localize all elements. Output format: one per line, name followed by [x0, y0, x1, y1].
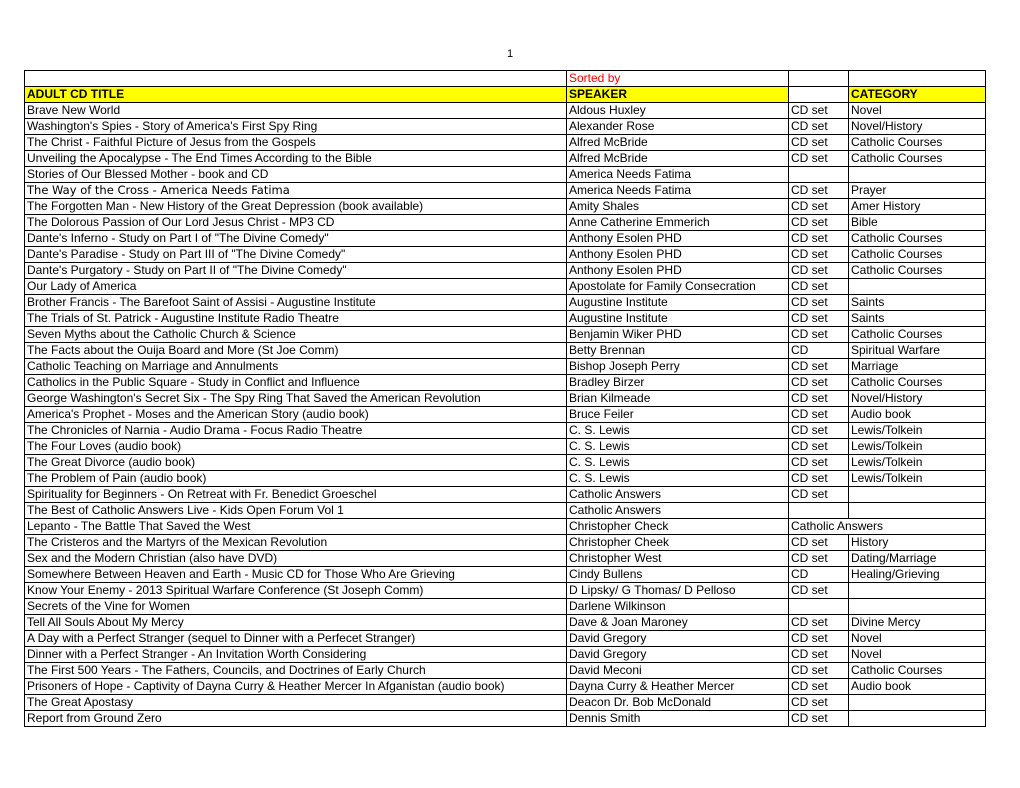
format-cell: CD set — [789, 615, 849, 631]
blank-cell — [25, 71, 567, 87]
cd-title-cell: Seven Myths about the Catholic Church & Science — [25, 327, 567, 343]
format-cell — [789, 167, 849, 183]
speaker-cell: Apostolate for Family Consecration — [567, 279, 789, 295]
table-row — [25, 215, 986, 231]
category-cell — [849, 167, 986, 183]
cd-title-cell: George Washington's Secret Six - The Spy Ring That Saved the American Revolution — [25, 391, 567, 407]
cd-title-cell: The Four Loves (audio book) — [25, 439, 567, 455]
table-row — [25, 711, 986, 727]
format-cell: CD set — [789, 423, 849, 439]
table-row — [25, 231, 986, 247]
format-cell: CD set — [789, 391, 849, 407]
cd-title-cell: The Chronicles of Narnia - Audio Drama - Focus Radio Theatre — [25, 423, 567, 439]
format-cell: CD set — [789, 199, 849, 215]
speaker-cell: Christopher Cheek — [567, 535, 789, 551]
category-cell: Catholic Courses — [849, 663, 986, 679]
table-row — [25, 343, 986, 359]
cd-title-cell: The Cristeros and the Martyrs of the Mexican Revolution — [25, 535, 567, 551]
speaker-cell: Augustine Institute — [567, 295, 789, 311]
cd-title-cell: The Christ - Faithful Picture of Jesus from the Gospels — [25, 135, 567, 151]
speaker-cell: C. S. Lewis — [567, 471, 789, 487]
table-row — [25, 423, 986, 439]
category-cell: Dating/Marriage — [849, 551, 986, 567]
speaker-cell: Augustine Institute — [567, 311, 789, 327]
category-cell — [849, 487, 986, 503]
format-cell: CD set — [789, 455, 849, 471]
table-row — [25, 695, 986, 711]
speaker-cell: David Gregory — [567, 647, 789, 663]
sorted-by-row — [25, 71, 986, 87]
blank-cell — [789, 71, 849, 87]
format-cell: CD set — [789, 695, 849, 711]
format-cell: CD set — [789, 359, 849, 375]
format-cell: CD set — [789, 151, 849, 167]
table-row — [25, 295, 986, 311]
speaker-cell: Bruce Feiler — [567, 407, 789, 423]
table-row — [25, 391, 986, 407]
category-cell: Divine Mercy — [849, 615, 986, 631]
format-cell: CD set — [789, 711, 849, 727]
format-cell: CD set — [789, 375, 849, 391]
speaker-cell: Catholic Answers — [567, 503, 789, 519]
column-header-category: CATEGORY — [849, 87, 986, 103]
format-cell: CD set — [789, 663, 849, 679]
cd-title-cell: Lepanto - The Battle That Saved the West — [25, 519, 567, 535]
category-cell: Audio book — [849, 679, 986, 695]
category-cell: Amer History — [849, 199, 986, 215]
speaker-cell: Dennis Smith — [567, 711, 789, 727]
table-row — [25, 359, 986, 375]
category-cell: Catholic Courses — [849, 263, 986, 279]
category-cell: Bible — [849, 215, 986, 231]
format-cell: Catholic Answers — [789, 519, 849, 535]
table-row — [25, 583, 986, 599]
speaker-cell: Alfred McBride — [567, 135, 789, 151]
speaker-cell: C. S. Lewis — [567, 439, 789, 455]
cd-title-cell: Dante's Inferno - Study on Part I of "The Divine Comedy" — [25, 231, 567, 247]
cd-title-cell: Dante's Purgatory - Study on Part II of "The Divine Comedy" — [25, 263, 567, 279]
table-row — [25, 519, 986, 535]
category-cell: Saints — [849, 295, 986, 311]
format-cell: CD set — [789, 183, 849, 199]
format-cell: CD set — [789, 471, 849, 487]
format-cell: CD set — [789, 327, 849, 343]
table-row — [25, 567, 986, 583]
category-cell: Catholic Courses — [849, 135, 986, 151]
category-cell — [849, 599, 986, 615]
format-cell: CD set — [789, 631, 849, 647]
cd-title-cell: The Best of Catholic Answers Live - Kids Open Forum Vol 1 — [25, 503, 567, 519]
format-cell: CD set — [789, 119, 849, 135]
table-row — [25, 679, 986, 695]
cd-title-cell: Stories of Our Blessed Mother - book and CD — [25, 167, 567, 183]
format-cell: CD set — [789, 551, 849, 567]
category-cell: Catholic Courses — [849, 327, 986, 343]
cd-title-cell: Somewhere Between Heaven and Earth - Music CD for Those Who Are Grieving — [25, 567, 567, 583]
speaker-cell: Anthony Esolen PHD — [567, 247, 789, 263]
category-cell: Novel — [849, 103, 986, 119]
category-cell: Novel — [849, 631, 986, 647]
table-row — [25, 151, 986, 167]
column-header-speaker: SPEAKER — [567, 87, 789, 103]
speaker-cell: Bradley Birzer — [567, 375, 789, 391]
format-cell: CD set — [789, 407, 849, 423]
table-row — [25, 487, 986, 503]
table-row — [25, 455, 986, 471]
format-cell: CD set — [789, 535, 849, 551]
format-cell — [789, 599, 849, 615]
speaker-cell: America Needs Fatima — [567, 183, 789, 199]
table-row — [25, 471, 986, 487]
column-header-title: ADULT CD TITLE — [25, 87, 567, 103]
cd-title-cell: Brave New World — [25, 103, 567, 119]
blank-cell — [849, 71, 986, 87]
page-number: 1 — [506, 48, 514, 60]
category-cell: Catholic Courses — [849, 247, 986, 263]
cd-title-cell: Brother Francis - The Barefoot Saint of Assisi - Augustine Institute — [25, 295, 567, 311]
category-cell: Novel/History — [849, 391, 986, 407]
table-row — [25, 535, 986, 551]
speaker-cell: Dave & Joan Maroney — [567, 615, 789, 631]
speaker-cell: David Gregory — [567, 631, 789, 647]
speaker-cell: Bishop Joseph Perry — [567, 359, 789, 375]
speaker-cell: David Meconi — [567, 663, 789, 679]
cd-title-cell: The Facts about the Ouija Board and More (St Joe Comm) — [25, 343, 567, 359]
format-cell: CD set — [789, 279, 849, 295]
category-cell: Audio book — [849, 407, 986, 423]
speaker-cell: Anne Catherine Emmerich — [567, 215, 789, 231]
cd-title-cell: Catholic Teaching on Marriage and Annulments — [25, 359, 567, 375]
table-row — [25, 503, 986, 519]
category-cell: Lewis/Tolkein — [849, 455, 986, 471]
format-cell: CD set — [789, 215, 849, 231]
category-cell: Lewis/Tolkein — [849, 471, 986, 487]
cd-title-cell: The Great Apostasy — [25, 695, 567, 711]
table-row — [25, 279, 986, 295]
speaker-cell: Cindy Bullens — [567, 567, 789, 583]
category-cell: Spiritual Warfare — [849, 343, 986, 359]
speaker-cell: America Needs Fatima — [567, 167, 789, 183]
format-cell: CD — [789, 343, 849, 359]
format-cell: CD set — [789, 439, 849, 455]
cd-title-cell: Dante's Paradise - Study on Part III of "The Divine Comedy" — [25, 247, 567, 263]
category-cell: Catholic Courses — [849, 231, 986, 247]
header-row — [25, 87, 986, 103]
speaker-cell: Aldous Huxley — [567, 103, 789, 119]
speaker-cell: Alfred McBride — [567, 151, 789, 167]
format-cell: CD set — [789, 231, 849, 247]
speaker-cell: Deacon Dr. Bob McDonald — [567, 695, 789, 711]
cd-title-cell: A Day with a Perfect Stranger (sequel to Dinner with a Perfecet Stranger) — [25, 631, 567, 647]
table-row — [25, 263, 986, 279]
category-cell: Lewis/Tolkein — [849, 423, 986, 439]
table-row — [25, 103, 986, 119]
table-row — [25, 663, 986, 679]
format-cell: CD set — [789, 311, 849, 327]
cd-title-cell: Sex and the Modern Christian (also have DVD) — [25, 551, 567, 567]
cd-title-cell: Washington's Spies - Story of America's First Spy Ring — [25, 119, 567, 135]
cd-title-cell: Unveiling the Apocalypse - The End Times According to the Bible — [25, 151, 567, 167]
category-cell: Novel/History — [849, 119, 986, 135]
sorted-by-label: Sorted by — [567, 71, 789, 87]
category-cell — [849, 503, 986, 519]
table-row — [25, 311, 986, 327]
table-row — [25, 327, 986, 343]
format-cell: CD — [789, 567, 849, 583]
table-row — [25, 439, 986, 455]
category-cell: Novel — [849, 647, 986, 663]
cd-title-cell: Spirituality for Beginners - On Retreat with Fr. Benedict Groeschel — [25, 487, 567, 503]
cd-title-cell: The Way of the Cross - America Needs Fatima — [25, 183, 567, 199]
table-row — [25, 551, 986, 567]
category-cell: Marriage — [849, 359, 986, 375]
cd-title-cell: Dinner with a Perfect Stranger - An Invitation Worth Considering — [25, 647, 567, 663]
cd-title-cell: Our Lady of America — [25, 279, 567, 295]
table-row — [25, 247, 986, 263]
table-row — [25, 183, 986, 199]
speaker-cell: C. S. Lewis — [567, 423, 789, 439]
cd-title-cell: America's Prophet - Moses and the American Story (audio book) — [25, 407, 567, 423]
speaker-cell: Alexander Rose — [567, 119, 789, 135]
cd-catalog-table — [24, 70, 986, 727]
speaker-cell: Catholic Answers — [567, 487, 789, 503]
column-header-format — [789, 87, 849, 103]
table-row — [25, 647, 986, 663]
cd-title-cell: Catholics in the Public Square - Study in Conflict and Influence — [25, 375, 567, 391]
speaker-cell: Dayna Curry & Heather Mercer — [567, 679, 789, 695]
category-cell: Catholic Courses — [849, 375, 986, 391]
format-cell: CD set — [789, 103, 849, 119]
cd-title-cell: Tell All Souls About My Mercy — [25, 615, 567, 631]
table-row — [25, 599, 986, 615]
cd-title-cell: Know Your Enemy - 2013 Spiritual Warfare Conference (St Joseph Comm) — [25, 583, 567, 599]
category-cell: Lewis/Tolkein — [849, 439, 986, 455]
category-cell — [849, 695, 986, 711]
format-cell: CD set — [789, 295, 849, 311]
speaker-cell: Benjamin Wiker PHD — [567, 327, 789, 343]
speaker-cell: Anthony Esolen PHD — [567, 263, 789, 279]
category-cell: Prayer — [849, 183, 986, 199]
speaker-cell: Amity Shales — [567, 199, 789, 215]
table-row — [25, 615, 986, 631]
format-cell: CD set — [789, 583, 849, 599]
speaker-cell: Anthony Esolen PHD — [567, 231, 789, 247]
table-row — [25, 135, 986, 151]
speaker-cell: Betty Brennan — [567, 343, 789, 359]
category-cell — [849, 711, 986, 727]
category-cell — [849, 279, 986, 295]
cd-title-cell: The Forgotten Man - New History of the Great Depression (book available) — [25, 199, 567, 215]
speaker-cell: Brian Kilmeade — [567, 391, 789, 407]
cd-title-cell: The Dolorous Passion of Our Lord Jesus Christ - MP3 CD — [25, 215, 567, 231]
cd-title-cell: Secrets of the Vine for Women — [25, 599, 567, 615]
cd-title-cell: The Problem of Pain (audio book) — [25, 471, 567, 487]
format-cell: CD set — [789, 247, 849, 263]
category-cell: Catholic Courses — [849, 151, 986, 167]
speaker-cell: D Lipsky/ G Thomas/ D Pelloso — [567, 583, 789, 599]
format-cell: CD set — [789, 679, 849, 695]
speaker-cell: Christopher West — [567, 551, 789, 567]
format-cell: CD set — [789, 487, 849, 503]
cd-title-cell: Report from Ground Zero — [25, 711, 567, 727]
category-cell: Healing/Grieving — [849, 567, 986, 583]
format-cell: CD set — [789, 263, 849, 279]
format-cell — [789, 503, 849, 519]
table-row — [25, 199, 986, 215]
speaker-cell: Darlene Wilkinson — [567, 599, 789, 615]
table-row — [25, 167, 986, 183]
category-cell: Saints — [849, 311, 986, 327]
table-row — [25, 119, 986, 135]
cd-title-cell: Prisoners of Hope - Captivity of Dayna Curry & Heather Mercer In Afganistan (audio book) — [25, 679, 567, 695]
format-cell: CD set — [789, 647, 849, 663]
speaker-cell: Christopher Check — [567, 519, 789, 535]
table-row — [25, 375, 986, 391]
table-row — [25, 631, 986, 647]
table-row — [25, 407, 986, 423]
speaker-cell: C. S. Lewis — [567, 455, 789, 471]
category-cell — [849, 583, 986, 599]
cd-title-cell: The Trials of St. Patrick - Augustine Institute Radio Theatre — [25, 311, 567, 327]
category-cell: History — [849, 535, 986, 551]
format-cell: CD set — [789, 135, 849, 151]
cd-title-cell: The First 500 Years - The Fathers, Councils, and Doctrines of Early Church — [25, 663, 567, 679]
cd-title-cell: The Great Divorce (audio book) — [25, 455, 567, 471]
